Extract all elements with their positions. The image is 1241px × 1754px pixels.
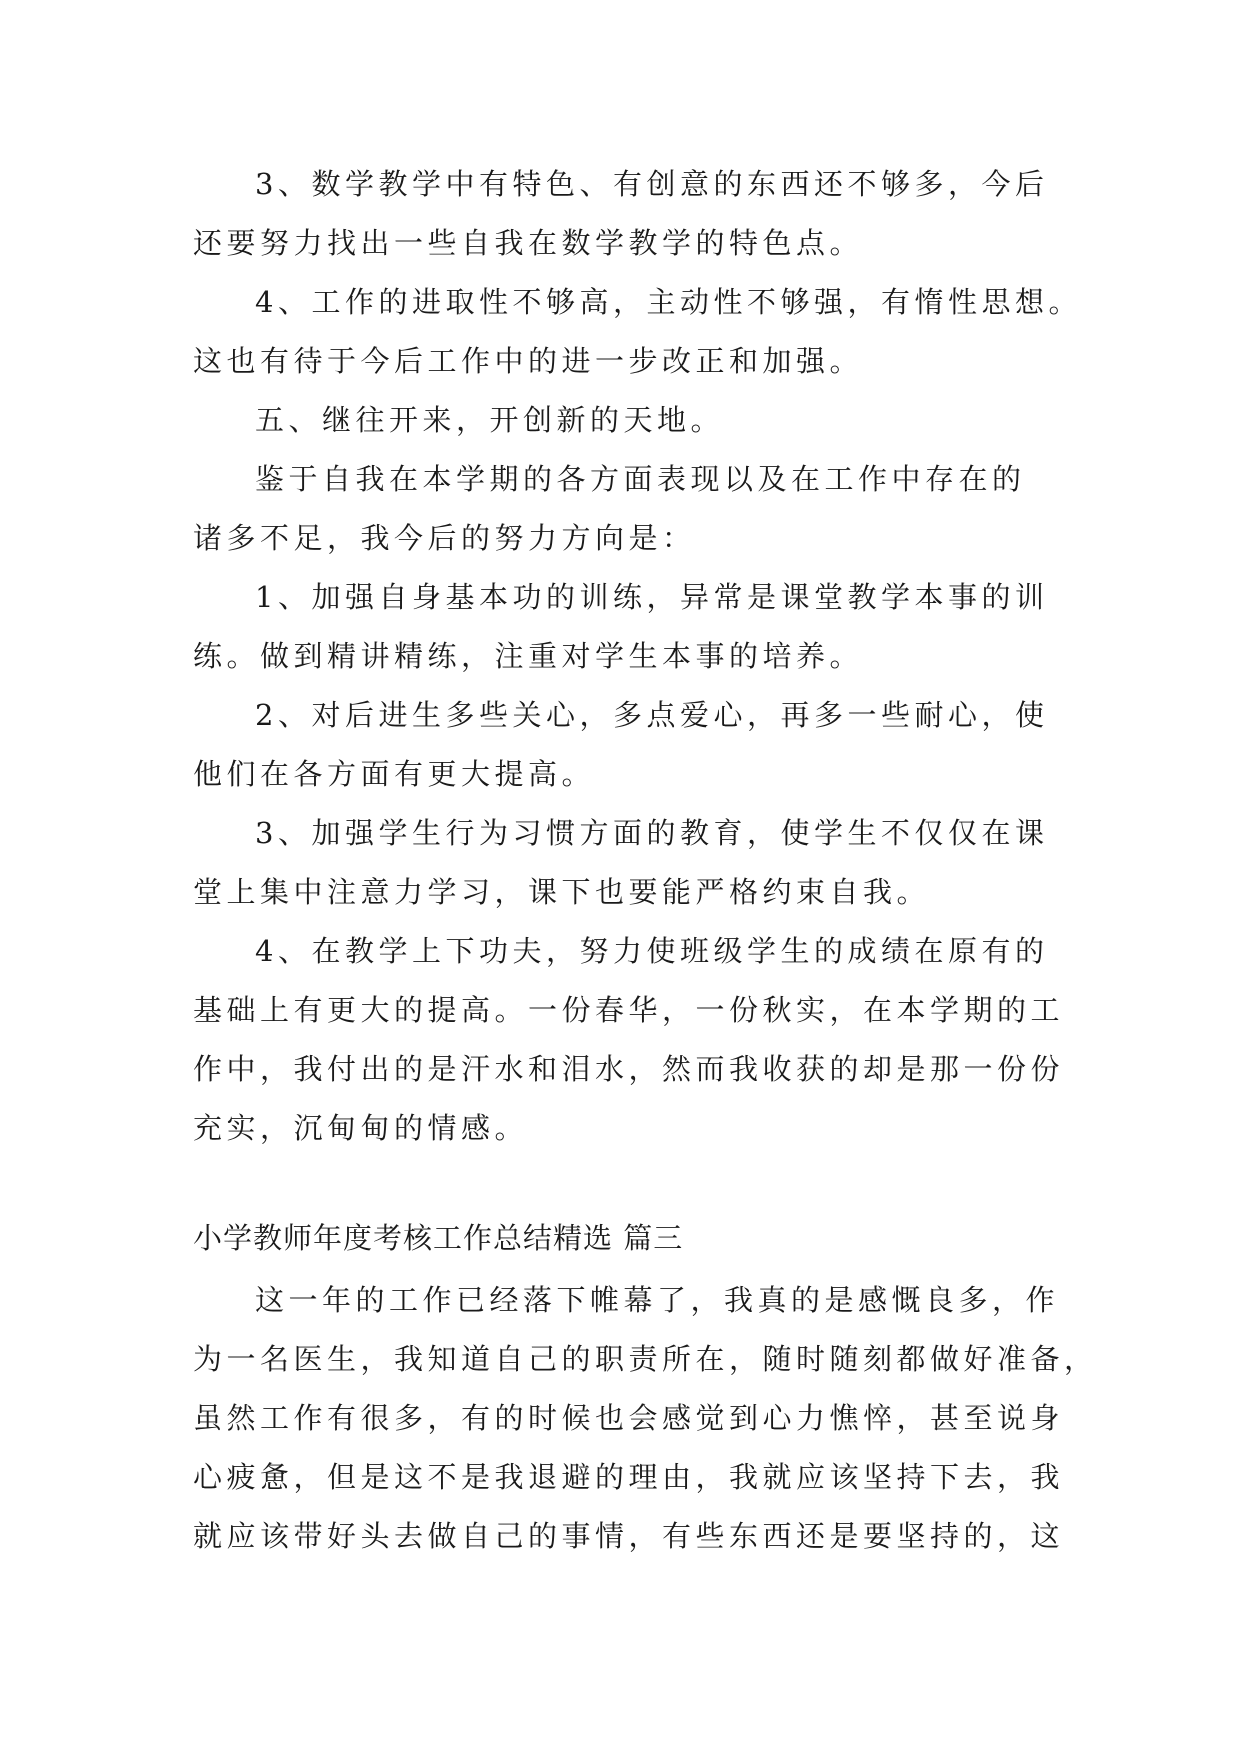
paragraph-line: 鉴于自我在本学期的各方面表现以及在工作中存在的 <box>255 462 1026 496</box>
body-text-section-2 <box>193 1271 1098 1566</box>
paragraph-line: 就应该带好头去做自己的事情，有些东西还是要坚持的，这 <box>193 1519 1065 1553</box>
section-heading: 小学教师年度考核工作总结精选 篇三 <box>193 1221 684 1255</box>
paragraph-line: 1、加强自身基本功的训练，异常是课堂教学本事的训 <box>255 580 1049 614</box>
paragraph-line: 这一年的工作已经落下帷幕了，我真的是感慨良多，作 <box>255 1283 1060 1317</box>
paragraph-line: 充实，沉甸甸的情感。 <box>193 1111 529 1145</box>
paragraph-line: 虽然工作有很多，有的时候也会感觉到心力憔悴，甚至说身 <box>193 1401 1065 1435</box>
paragraph-line: 五、继往开来，开创新的天地。 <box>255 403 725 437</box>
paragraph-line: 作中，我付出的是汗水和泪水，然而我收获的却是那一份份 <box>193 1052 1065 1086</box>
paragraph-line: 为一名医生，我知道自己的职责所在，随时随刻都做好准备， <box>193 1342 1098 1376</box>
paragraph-line: 他们在各方面有更大提高。 <box>193 757 596 791</box>
paragraph-line: 还要努力找出一些自我在数学教学的特色点。 <box>193 226 864 260</box>
paragraph-line: 诸多不足，我今后的努力方向是： <box>193 521 696 555</box>
paragraph-line: 心疲惫，但是这不是我退避的理由，我就应该坚持下去，我 <box>193 1460 1065 1494</box>
paragraph-line: 练。做到精讲精练，注重对学生本事的培养。 <box>193 639 864 673</box>
paragraph-line: 2、对后进生多些关心，多点爱心，再多一些耐心，使 <box>255 698 1049 732</box>
paragraph-line: 3、数学教学中有特色、有创意的东西还不够多，今后 <box>255 167 1049 201</box>
paragraph-line: 4、工作的进取性不够高，主动性不够强，有惰性思想。 <box>255 285 1082 319</box>
paragraph-line: 基础上有更大的提高。一份春华，一份秋实，在本学期的工 <box>193 993 1065 1027</box>
body-text-section-1 <box>193 155 1082 1158</box>
paragraph-line: 这也有待于今后工作中的进一步改正和加强。 <box>193 344 864 378</box>
paragraph-line: 3、加强学生行为习惯方面的教育，使学生不仅仅在课 <box>255 816 1049 850</box>
paragraph-line: 4、在教学上下功夫，努力使班级学生的成绩在原有的 <box>255 934 1049 968</box>
paragraph-line: 堂上集中注意力学习，课下也要能严格约束自我。 <box>193 875 931 909</box>
